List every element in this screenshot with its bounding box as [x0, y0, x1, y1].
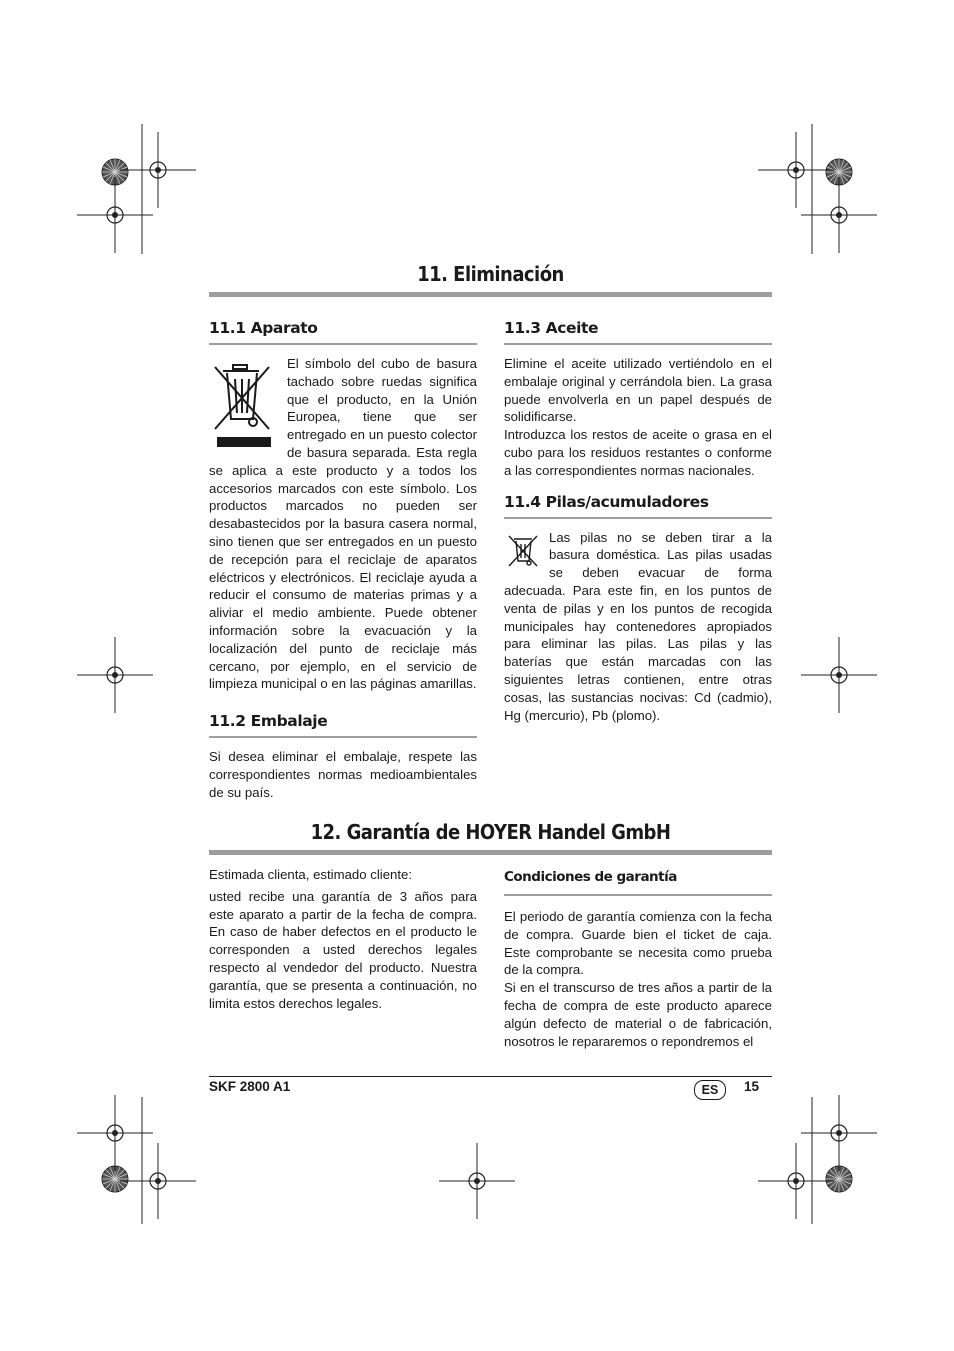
- column-12-right: [504, 869, 772, 1050]
- paragraph-conditions-2: Si en el transcurso de tres años a partir de la fecha de compra de este producto aparece algún defecto de material o de fabricación, nosotros le repararemos o repondremos el: [504, 980, 772, 1049]
- section-11-title-bar: [209, 292, 772, 297]
- heading-11-1: 11.1 Aparato: [209, 319, 477, 345]
- column-11-right: [504, 319, 772, 724]
- column-12-left: [209, 866, 477, 1012]
- section-11-title: 11. Eliminación: [417, 262, 564, 286]
- greeting: Estimada clienta, estimado cliente:: [209, 867, 413, 882]
- paragraph-12-1: usted recibe una garantía de 3 años para este aparato a partir de la fecha de compra. En caso de haber defectos en el producto le corresponden a usted derechos legales respecto al vendedor del producto. Nuestra garantía, que se presenta a continuación, no limita estos derechos legales.: [209, 888, 477, 1011]
- section-12-title-bar: [209, 850, 772, 855]
- paragraph-11-4: Las pilas no se deben tirar a la basura doméstica. Las pilas usadas se deben evacuar de forma adecuada. Para este fin, en los puntos de venta de pilas y en los puntos de recogida municipales hay contenedores apropiados para eliminar las pilas. Las pilas y las baterías que están marcadas con las siguientes letras contienen, entre otras cosas, las sustancias nocivas: Cd (cadmio), Hg (mercurio), Pb (plomo).: [504, 529, 772, 723]
- footer-model: SKF 2800 A1: [209, 1079, 291, 1094]
- crossed-out-wheelie-bin-icon: [209, 357, 279, 451]
- heading-conditions: Condiciones de garantía: [504, 869, 772, 896]
- paragraph-11-3a: Elimine el aceite utilizado vertiéndolo en el embalaje original y cerrándola bien. La grasa puede envolverla en un papel después de solidificarse.: [504, 356, 772, 425]
- paragraph-11-2: Si desea eliminar el embalaje, respete las correspondientes normas medioambientales de su país.: [209, 749, 477, 800]
- heading-11-4: 11.4 Pilas/acumuladores: [504, 493, 772, 519]
- paragraph-11-1: El símbolo del cubo de basura tachado sobre ruedas significa que el producto, en la Unión Europea, tiene que ser entregado en un puesto colector de basura separada. Esta regla se aplica a este producto y a todos los accesorios marcados con este símbolo. Los productos marcados no pueden ser desabastecidos por la basura casera normal, sino tienen que ser entregados en un puesto de recepción para el reciclaje de aparatos eléctricos y electrónicos. El reciclaje ayuda a reducir el consumo de materias primas y a aliviar el medio ambiente. Puede obtener información sobre la evacuación y la localización del punto de reciclaje más cercano, por ejemplo, en el servicio de limpieza municipal o en las páginas amarillas.: [209, 356, 477, 692]
- heading-11-3: 11.3 Aceite: [504, 319, 772, 345]
- footer-page-number: 15: [744, 1079, 760, 1094]
- paragraph-conditions-1: El periodo de garantía comienza con la fecha de compra. Guarde bien el ticket de caja. Este comprobante se necesita como prueba de la compra.: [504, 909, 772, 978]
- footer-language-badge: ES: [694, 1080, 726, 1100]
- heading-11-2: 11.2 Embalaje: [209, 712, 477, 738]
- footer-rule: [209, 1076, 772, 1077]
- battery-disposal-icon: [504, 531, 542, 571]
- paragraph-11-3b: Introduzca los restos de aceite o grasa en el cubo para los residuos restantes o conforme a las correspondientes normas nacionales.: [504, 427, 772, 478]
- column-11-left: [209, 319, 477, 802]
- section-12-title: 12. Garantía de HOYER Handel GmbH: [310, 820, 671, 844]
